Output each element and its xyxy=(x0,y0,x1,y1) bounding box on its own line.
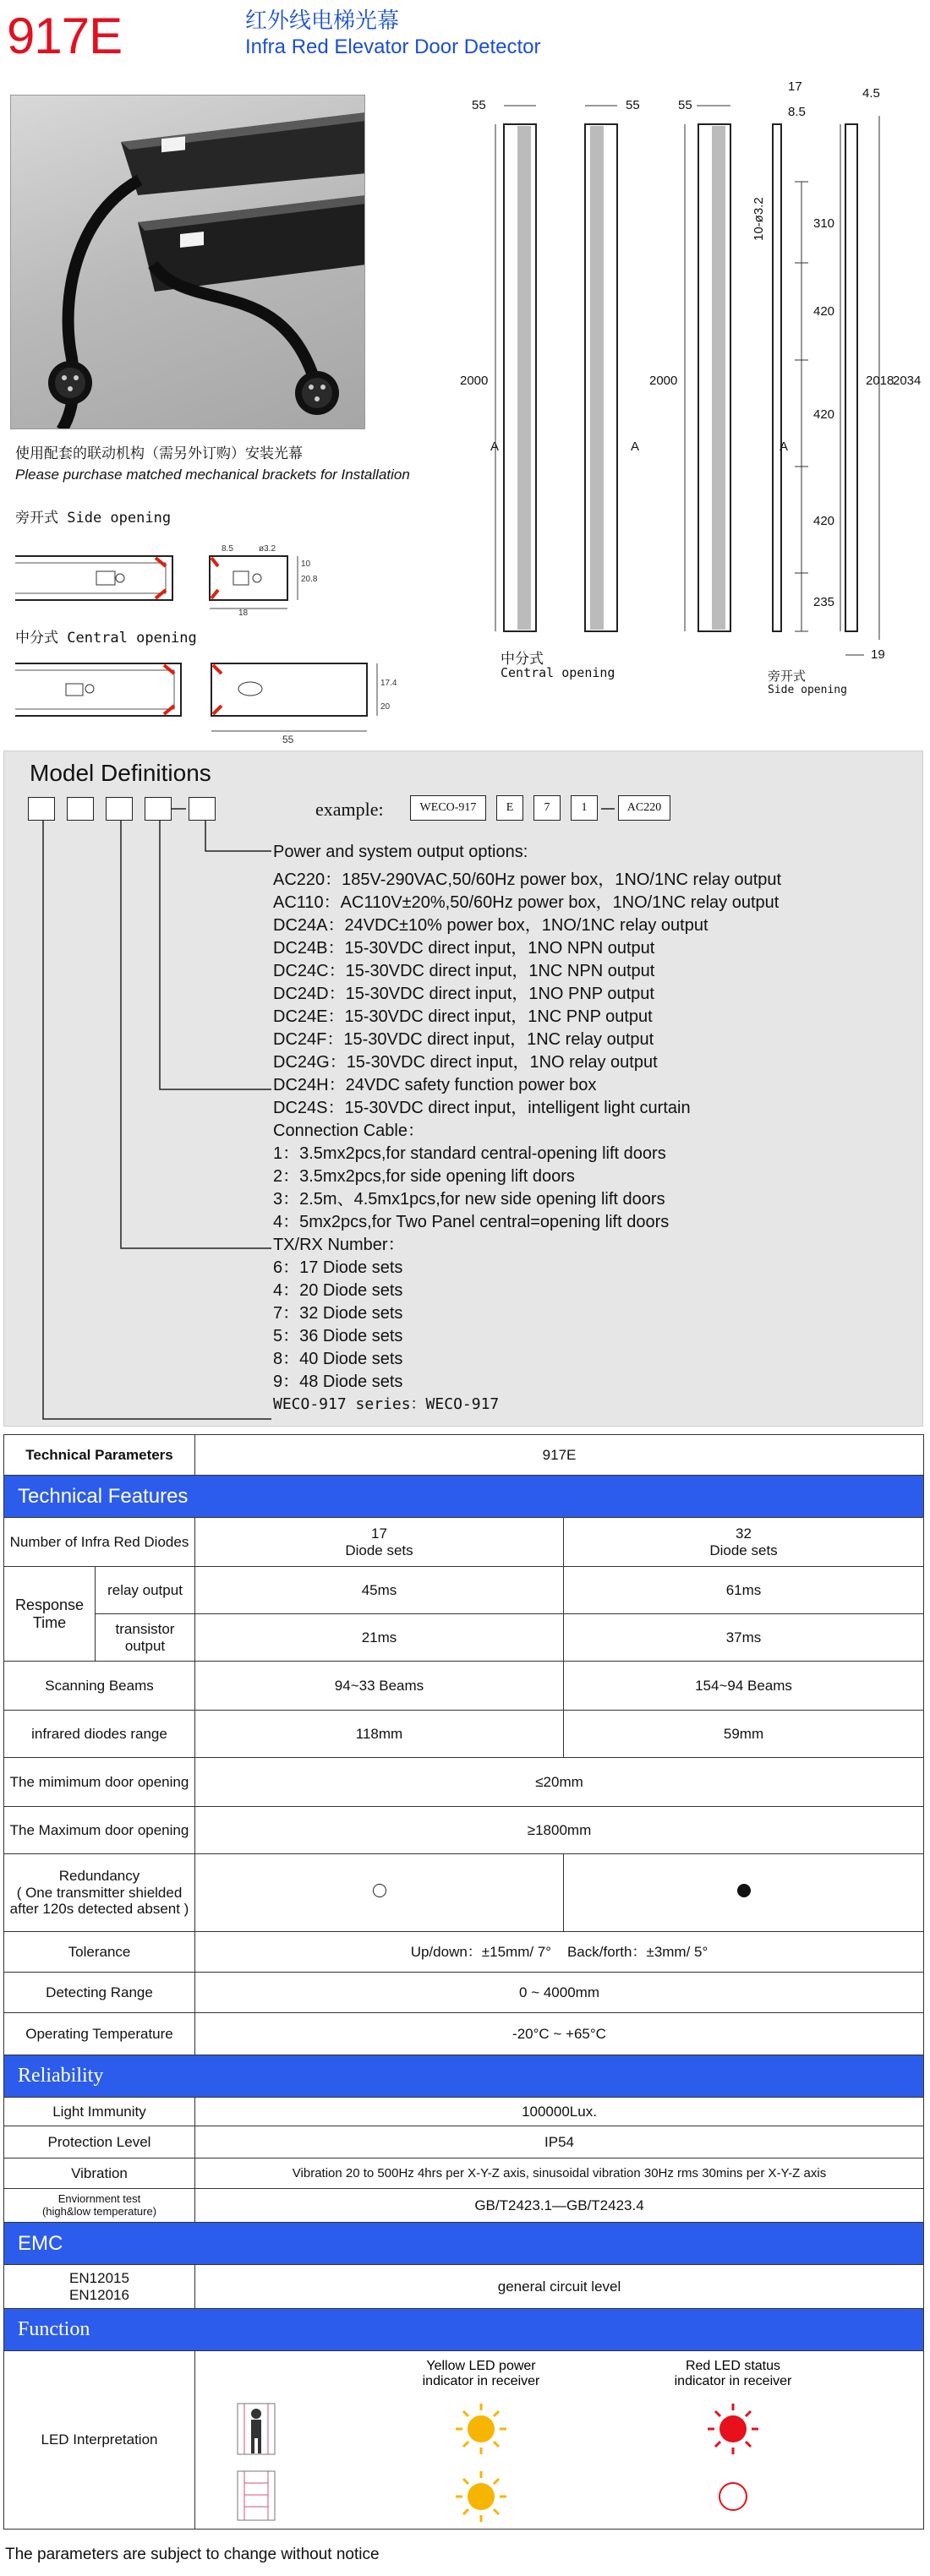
relay-output-label: relay output xyxy=(96,1567,195,1614)
power-option: DC24G：15-30VDC direct input，1NO relay output xyxy=(273,1053,658,1072)
dim-w5: 8.5 xyxy=(788,105,806,119)
light-immunity-label: Light Immunity xyxy=(4,2098,195,2126)
operating-temp-label: Operating Temperature xyxy=(4,2013,195,2055)
redundancy-32 xyxy=(564,1854,924,1932)
dim-seg3: 420 xyxy=(813,407,835,422)
redundancy-label: Redundancy ( One transmitter shielded after 120s detected absent ) xyxy=(4,1854,195,1932)
diodes-17: 17 Diode sets xyxy=(195,1518,564,1567)
dim-w2: 55 xyxy=(626,98,640,112)
dim-w3: 55 xyxy=(678,98,692,112)
dim-seg1: 310 xyxy=(813,216,835,231)
central-opening-en: Central opening xyxy=(501,665,615,680)
led-interpretation-label: LED Interpretation xyxy=(4,2351,195,2530)
protection-label: Protection Level xyxy=(4,2126,195,2158)
product-photo xyxy=(10,95,365,429)
side-opening-profile-drawing xyxy=(12,541,384,617)
red-led-on-icon xyxy=(708,2404,758,2454)
power-option: DC24C：15-30VDC direct input，1NC NPN output xyxy=(273,962,655,980)
power-option: DC24F：15-30VDC direct input，1NC relay output xyxy=(273,1030,654,1049)
emc-standards-label: EN12015 EN12016 xyxy=(4,2265,195,2309)
env-test-value: GB/T2423.1—GB/T2423.4 xyxy=(195,2189,924,2223)
power-option: DC24B：15-30VDC direct input，1NO NPN output xyxy=(273,939,655,958)
min-opening-value: ≤20mm xyxy=(195,1758,924,1807)
side-dim-e: 20.8 xyxy=(301,575,318,584)
diode-range-label: infrared diodes range xyxy=(4,1711,195,1758)
operating-temp-value: -20°C ~ +65°C xyxy=(195,2013,924,2055)
spec-table xyxy=(3,1434,924,2530)
env-test-label: Enviornment test (high&low temperature) xyxy=(4,2189,195,2223)
example-label: example: xyxy=(315,799,384,820)
yellow-led-on-icon-2 xyxy=(456,2471,506,2522)
range-17: 118mm xyxy=(195,1711,564,1758)
power-option: DC24S：15-30VDC direct input，intelligent light curtain xyxy=(273,1099,691,1117)
product-title-cn: 红外线电梯光幕 xyxy=(245,8,400,34)
yellow-led-on-icon-1 xyxy=(456,2404,506,2454)
side-opening-cn: 旁开式 xyxy=(768,669,807,684)
side-dim-a: 8.5 xyxy=(222,544,233,554)
vibration-value: Vibration 20 to 500Hz 4hrs per X-Y-Z axis, sinusoidal vibration 30Hz rms 30mins per X-Y-Z axis xyxy=(195,2158,924,2189)
bracket-note-cn: 使用配套的联动机构（需另外订购）安装光幕 xyxy=(15,445,303,462)
hollow-circle-icon xyxy=(373,1884,386,1897)
max-opening-value: ≥1800mm xyxy=(195,1807,924,1854)
led-yellow-heading-1: Yellow LED power indicator in receiver xyxy=(422,2359,540,2388)
dim-w7: 19 xyxy=(871,647,885,662)
side-opening-en: Side opening xyxy=(768,684,847,696)
power-heading: Power and system output options: xyxy=(273,843,528,861)
dim-seg4: 420 xyxy=(813,514,835,528)
side-dim-b: ø3.2 xyxy=(259,544,276,554)
model-definitions-panel xyxy=(3,750,923,1427)
section-a-left: A xyxy=(490,439,500,454)
person-in-beam-icon xyxy=(238,2404,275,2454)
example-code-series: WECO-917 xyxy=(410,795,486,821)
central-opening-label: 中分式 Central opening xyxy=(15,630,197,647)
cable-option: 4：5mx2pcs,for Two Panel central=opening lift doors xyxy=(273,1213,670,1231)
tech-params-label: Technical Parameters xyxy=(4,1435,195,1476)
tolerance-label: Tolerance xyxy=(4,1932,195,1973)
cable-heading: Connection Cable： xyxy=(273,1122,424,1140)
series-line: WECO-917 series：WECO-917 xyxy=(273,1395,500,1413)
led-red-heading-1: Red LED status indicator in receiver xyxy=(674,2359,792,2388)
detecting-range-value: 0 ~ 4000mm xyxy=(195,1973,924,2013)
transistor-32: 37ms xyxy=(564,1614,924,1662)
section-a-mid: A xyxy=(780,439,789,454)
relay-32: 61ms xyxy=(564,1567,924,1614)
side-dim-c: 18 xyxy=(238,609,249,617)
dim-w6: 4.5 xyxy=(862,86,880,101)
example-code-txrx: 7 xyxy=(533,795,561,821)
relay-17: 45ms xyxy=(195,1567,564,1614)
dim-h-total-2: 2000 xyxy=(649,374,678,388)
dim-seg2: 420 xyxy=(813,304,835,319)
tolerance-value: Up/down：±15mm/ 7° Back/forth：±3mm/ 5° xyxy=(195,1932,924,1973)
band-technical-features: Technical Features xyxy=(4,1476,924,1518)
beams-32: 154~94 Beams xyxy=(564,1662,924,1711)
power-option: DC24E：15-30VDC direct input，1NC PNP output xyxy=(273,1007,653,1026)
max-opening-label: The Maximum door opening xyxy=(4,1807,195,1854)
response-time-label: Response Time xyxy=(4,1567,96,1662)
band-function: Function xyxy=(4,2309,924,2351)
txrx-option: 5：36 Diode sets xyxy=(273,1327,403,1345)
diodes-label: Number of Infra Red Diodes xyxy=(4,1518,195,1567)
example-code-power: AC220 xyxy=(618,795,670,821)
footer-note: The parameters are subject to change without notice xyxy=(5,2546,380,2563)
bracket-note-en: Please purchase matched mechanical brackets for Installation xyxy=(15,467,410,483)
cable-option: 1：3.5mx2pcs,for standard central-opening lift doors xyxy=(273,1144,666,1163)
model-definitions-heading: Model Definitions xyxy=(30,760,211,786)
empty-beam-icon xyxy=(238,2471,275,2520)
txrx-option: 4：20 Diode sets xyxy=(273,1281,403,1300)
side-dim-d: 10 xyxy=(301,559,311,569)
central-opening-cn: 中分式 xyxy=(501,651,544,668)
section-a-right: A xyxy=(631,439,640,454)
txrx-option: 6：17 Diode sets xyxy=(273,1258,403,1277)
power-option: DC24H：24VDC safety function power box xyxy=(273,1076,597,1094)
power-option: AC220：185V-290VAC,50/60Hz power box，1NO/1NC relay output xyxy=(273,870,782,889)
dim-hole: 10-ø3.2 xyxy=(752,197,766,241)
dim-w1: 55 xyxy=(472,98,486,112)
side-opening-label: 旁开式 Side opening xyxy=(15,510,172,527)
txrx-option: 9：48 Diode sets xyxy=(273,1373,403,1391)
central-dim-c: 55 xyxy=(282,734,294,745)
led-indicator-diagram xyxy=(195,2351,924,2529)
power-option: AC110：AC110V±20%,50/60Hz power box，1NO/1NC relay output xyxy=(273,893,780,912)
power-option: DC24D：15-30VDC direct input，1NO PNP output xyxy=(273,985,654,1003)
central-opening-profile-drawing xyxy=(12,655,418,748)
dim-h-beam: 2018 xyxy=(866,374,894,388)
detecting-range-label: Detecting Range xyxy=(4,1973,195,2013)
transistor-17: 21ms xyxy=(195,1614,564,1662)
central-dim-b: 20 xyxy=(380,702,391,712)
light-immunity-value: 100000Lux. xyxy=(195,2098,924,2126)
central-dim-a: 17.4 xyxy=(380,679,397,688)
beams-17: 94~33 Beams xyxy=(195,1662,564,1711)
vibration-label: Vibration xyxy=(4,2158,195,2189)
dim-w4: 17 xyxy=(788,79,802,94)
diodes-32: 32 Diode sets xyxy=(564,1518,924,1567)
dim-seg5: 235 xyxy=(813,595,835,609)
min-opening-label: The mimimum door opening xyxy=(4,1758,195,1807)
txrx-option: 7：32 Diode sets xyxy=(273,1304,403,1323)
transistor-output-label: transistor output xyxy=(96,1614,195,1662)
dim-h-total-1: 2000 xyxy=(460,374,489,388)
example-code-cable: 1 xyxy=(571,795,598,821)
red-led-off-icon xyxy=(719,2483,747,2510)
filled-circle-icon xyxy=(737,1884,751,1897)
cable-option: 3：2.5m、4.5mx1pcs,for new side opening lift doors xyxy=(273,1190,665,1209)
dim-h-full: 2034 xyxy=(893,374,922,388)
band-emc: EMC xyxy=(4,2223,924,2265)
redundancy-17 xyxy=(195,1854,564,1932)
protection-value: IP54 xyxy=(195,2126,924,2158)
emc-value: general circuit level xyxy=(195,2265,924,2309)
model-number: 917E xyxy=(7,8,123,64)
power-option: DC24A：24VDC±10% power box，1NO/1NC relay output xyxy=(273,916,708,935)
led-interpretation-cell xyxy=(195,2351,924,2530)
range-32: 59mm xyxy=(564,1711,924,1758)
txrx-heading: TX/RX Number： xyxy=(273,1236,405,1254)
product-title-en: Infra Red Elevator Door Detector xyxy=(245,35,541,58)
example-code-version: E xyxy=(496,795,523,821)
tech-params-value: 917E xyxy=(195,1435,924,1476)
cable-option: 2：3.5mx2pcs,for side opening lift doors xyxy=(273,1167,575,1186)
dimension-drawing xyxy=(448,72,930,723)
txrx-option: 8：40 Diode sets xyxy=(273,1350,403,1368)
scanning-beams-label: Scanning Beams xyxy=(4,1662,195,1711)
band-reliability: Reliability xyxy=(4,2055,924,2098)
